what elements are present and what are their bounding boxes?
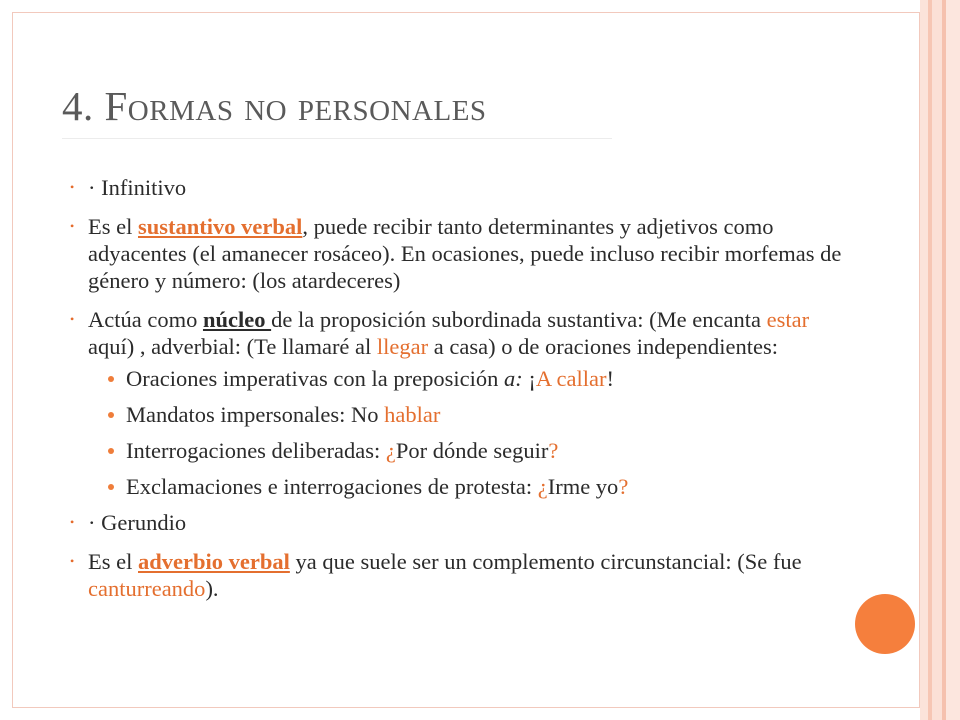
text-italic: a: [504,366,523,391]
bullet-nucleo [70,306,850,360]
highlight-mark: ¿ [385,438,396,463]
text: , puede recibir tanto determinantes y adjetivos como adyacentes (el amanecer rosáceo). En ocasiones, puede incluso recibir morfemas de género y número: (los atardeceres) [88,214,842,293]
highlight-word: hablar [384,402,441,427]
sub-bullet [70,365,850,392]
text: Por dónde seguir [395,438,549,463]
decorative-stripe [946,0,960,720]
bullet-icon: • [70,312,75,326]
text: Es el [88,214,138,239]
highlight-word: canturreando [88,576,206,601]
decorative-circle [855,594,915,654]
slide-content [70,174,850,602]
highlight-mark: ? [548,438,559,463]
text: aquí) , adverbial: (Te llamaré al [88,334,377,359]
term-underlined: núcleo [202,307,272,332]
sub-bullet-icon [108,448,114,454]
decorative-stripe [932,0,942,720]
text: a casa) o de oraciones independientes: [428,334,778,359]
text: Irme yo [547,474,619,499]
text: ya que suele ser un complemento circunstancial: (Se fue [289,549,802,574]
term-link[interactable]: adverbio verbal [138,549,290,574]
bullet-icon: • [70,554,75,568]
text: Exclamaciones e interrogaciones de protesta: [126,474,538,499]
highlight-word: estar [766,307,810,332]
text: Interrogaciones deliberadas: [126,438,386,463]
text: de la proposición subordinada sustantiva: (Me encanta [271,307,767,332]
sub-bullet-icon [108,484,114,490]
bullet-infinitivo-definition [70,213,850,294]
text: Actúa como [88,307,203,332]
decorative-stripe [920,0,928,720]
highlight-mark: ? [618,474,629,499]
slide-title: 4. Formas no personales [62,83,487,129]
bullet-infinitivo [70,174,850,201]
bullet-text: · Infinitivo [88,175,187,200]
sub-bullet [70,473,850,500]
highlight-word: A callar [535,366,607,391]
text: ¡ [522,366,536,391]
text: Mandatos impersonales: No [126,402,385,427]
bullet-icon: • [70,180,75,194]
bullet-icon: • [70,219,75,233]
sub-bullet-icon [108,412,114,418]
bullet-text: · Gerundio [88,510,187,535]
text: ! [606,366,614,391]
title-underline [62,138,612,139]
text: ). [205,576,219,601]
bullet-gerundio [70,509,850,536]
sub-bullet [70,437,850,464]
sub-bullet [70,401,850,428]
highlight-mark: ¿ [537,474,548,499]
sub-bullet-icon [108,376,114,382]
highlight-word: llegar [376,334,429,359]
bullet-icon: • [70,515,75,529]
term-link[interactable]: sustantivo verbal [138,214,303,239]
bullet-gerundio-definition [70,548,850,602]
text: Oraciones imperativas con la preposición [126,366,504,391]
text: Es el [88,549,138,574]
